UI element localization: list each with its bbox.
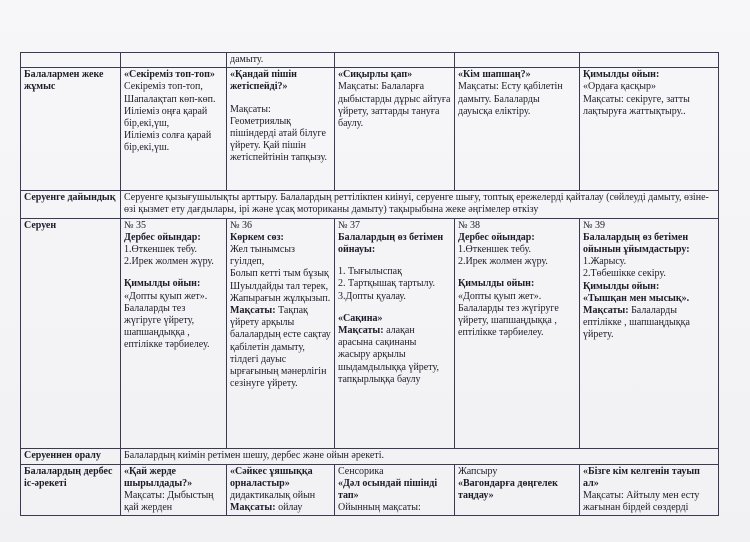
table-row-return	[21, 448, 719, 464]
cell-return: Балалардың киімін ретімен шешу, дербес және ойын әрекеті.	[121, 448, 719, 464]
activity-title: «Сиқырлы қап»	[338, 69, 413, 81]
cell-individual-2: «Қандай пішін жетіспейді?» Мақсаты: Геометриялық пішіндерді атай білуге үйрету. Қай пішін жетіспейтінін тапқызу.	[227, 68, 335, 191]
cell-individual-1: «Секіреміз топ-топ» Секіреміз топ-топ, Шапалақтап көп-көп. Иіліеміз оңға қарай бір,екі,үш, Иіліеміз солға қарай бір,екі,үш.	[121, 68, 227, 191]
table-row-walk	[21, 218, 719, 448]
activity-title: «Секіреміз топ-топ»	[124, 69, 215, 81]
activity-title: «Кім шапшаң?»	[458, 69, 531, 81]
table-row-top	[21, 53, 719, 68]
row-label: Серуеннен оралу	[21, 448, 121, 464]
activity-title: «Қандай пішін жетіспейді?»	[230, 69, 297, 93]
cell-activity-5: «Бізге кім келгенін тауып ал» Мақсаты: Айтылу мен есту жағынан бірдей сөздерді	[580, 464, 719, 516]
row-label: Серуенге дайындық	[21, 191, 121, 218]
cell-activity-3: Сенсорика «Дәл осындай пішінді тап» Ойынның мақсаты:	[335, 464, 455, 516]
cell-activity-2: «Сәйкес ұяшыққа орналастыр» дидактикалық ойын Мақсаты: ойлау	[227, 464, 335, 516]
cell-individual-5: Қимылды ойын: «Ордаға қасқыр» Мақсаты: секіруге, затты лақтыруға жаттықтыру..	[580, 68, 719, 191]
cell-walk-5: № 39 Балалардың өз бетімен ойынын ұйымдастыру: 1.Жарысу. 2.Төбешікке секіру. Қимылды ойын: «Тышқан мен мысық». Мақсаты: Балаларды ептілікке , шапшаңдыққа үйрету.	[580, 218, 719, 448]
cell-walk-4: № 38 Дербес ойындар: 1.Өткеншек тебу. 2.Ирек жолмен жүру. Қимылды ойын: «Допты қуып жет». Балаларды тез жүгіруге үйрету, шапшаңдыққа , ептілікке тәрбиелеу.	[455, 218, 580, 448]
cell-individual-4: «Кім шапшаң?» Мақсаты: Есту қабілетін дамыту. Балаларды дауысқа еліктіру.	[455, 68, 580, 191]
cell-walk-prep: Серуенге қызығушылықты арттыру. Балалардың реттілікпен киінуі, серуенге шығу, топтық ережелерді қайталау (сөйлеуді дамыту, өзіне-өзі қызмет ету дағдылары, ірі және ұсақ моториканы дамыту) тақырыбына жеке әңгімелер өткізу	[121, 191, 719, 218]
cell-individual-3: «Сиқырлы қап» Мақсаты: Балаларға дыбыстарды дұрыс айтуға үйрету, заттарды тануға баулу.	[335, 68, 455, 191]
row-label: Балалардың дербес іс-әрекеті	[21, 464, 121, 516]
cell-text: дамыту.	[227, 53, 335, 68]
lesson-plan-table	[20, 52, 719, 516]
cell-activity-4: Жапсыру «Вагондарға дөңгелек таңдау»	[455, 464, 580, 516]
activity-title: Қимылды ойын:	[583, 69, 660, 81]
cell-walk-3: № 37 Балалардың өз бетімен ойнауы: 1. Тығылыспақ 2. Тартқышақ тартылу. 3.Допты қуалау. «Сақина» Мақсаты: алақан арасына сақинаны жасыру арқылы шыдамдылыққа үйрету, тапқырлыққа баулу	[335, 218, 455, 448]
cell-activity-1: «Қай жерде шырылдады?» Мақсаты: Дыбыстың қай жерден	[121, 464, 227, 516]
row-label: Балалармен жеке жұмыс	[21, 68, 121, 191]
table-row-individual-work	[21, 68, 719, 191]
cell-walk-2: № 36 Көркем сөз: Жел тынымсыз гуілдеп, Болып кетті тым бұзық Шуылдайды тал терек, Жапырағын жұлқызып. Мақсаты: Тақпақ үйрету арқылы балалардың есте сақтау қабілетін дамыту, тілдегі дауыс ырғағының мәнерлігін сезінуге үйрету.	[227, 218, 335, 448]
row-label: Серуен	[21, 218, 121, 448]
cell-walk-1: № 35 Дербес ойындар: 1.Өткеншек тебу. 2.Ирек жолмен жүру. Қимылды ойын: «Допты қуып жет». Балаларды тез жүгіруге үйрету, шапшаңдыққа , ептілікке тәрбиелеу.	[121, 218, 227, 448]
table-row-walk-prep	[21, 191, 719, 218]
table-row-independent-activity	[21, 464, 719, 516]
